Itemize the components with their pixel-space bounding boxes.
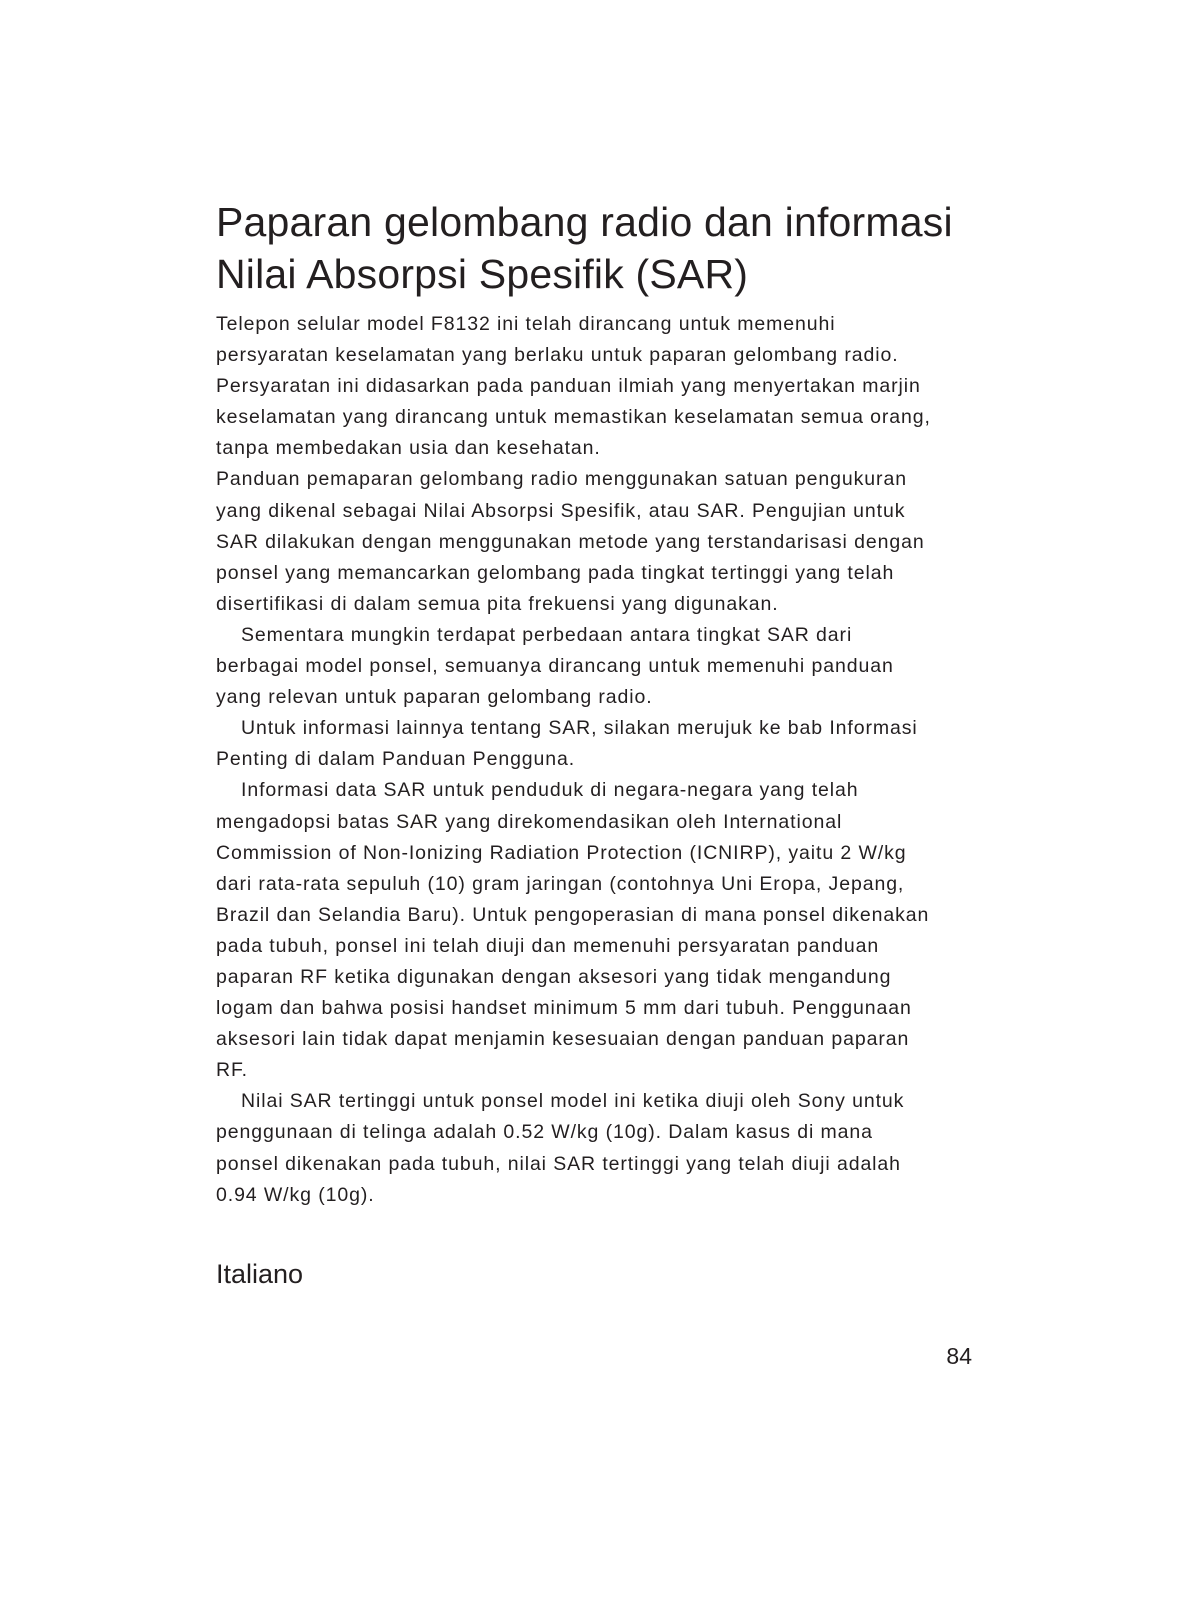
text-line: RF. <box>216 1059 248 1082</box>
text-line: yang dikenal sebagai Nilai Absorpsi Spesifik, atau SAR. Pengujian untuk <box>216 499 906 522</box>
text-line: ponsel yang memancarkan gelombang pada tingkat tertinggi yang telah <box>216 561 895 584</box>
page-title-line-2: Nilai Absorpsi Spesifik (SAR) <box>216 251 749 297</box>
text-line: dari rata-rata sepuluh (10) gram jaringan (contohnya Uni Eropa, Jepang, <box>216 872 905 895</box>
text-line: persyaratan keselamatan yang berlaku untuk paparan gelombang radio. <box>216 344 899 367</box>
text-line: Telepon selular model F8132 ini telah dirancang untuk memenuhi <box>216 313 836 335</box>
text-line: ponsel dikenakan pada tubuh, nilai SAR tertinggi yang telah diuji adalah <box>216 1152 901 1175</box>
text-line: Brazil dan Selandia Baru). Untuk pengoperasian di mana ponsel dikenakan <box>216 903 930 926</box>
text-line: Untuk informasi lainnya tentang SAR, silakan merujuk ke bab Informasi <box>241 717 918 740</box>
text-line: yang relevan untuk paparan gelombang radio. <box>216 686 653 709</box>
text-line: SAR dilakukan dengan menggunakan metode yang terstandarisasi dengan <box>216 530 925 553</box>
text-line: berbagai model ponsel, semuanya dirancang untuk memenuhi panduan <box>216 655 894 678</box>
text-line: Sementara mungkin terdapat perbedaan antara tingkat SAR dari <box>241 623 853 646</box>
text-line: keselamatan yang dirancang untuk memastikan keselamatan semua orang, <box>216 406 931 429</box>
text-line: penggunaan di telinga adalah 0.52 W/kg (10g). Dalam kasus di mana <box>216 1121 873 1144</box>
text-line: paparan RF ketika digunakan dengan aksesori yang tidak mengandung <box>216 965 892 988</box>
page-title-line-1: Paparan gelombang radio dan informasi <box>216 199 953 245</box>
text-line: Commission of Non-Ionizing Radiation Protection (ICNIRP), yaitu 2 W/kg <box>216 841 907 864</box>
text-line: pada tubuh, ponsel ini telah diuji dan memenuhi persyaratan panduan <box>216 934 880 957</box>
paragraph-6 <box>216 1086 996 1210</box>
text-line: Informasi data SAR untuk penduduk di negara-negara yang telah <box>241 779 859 802</box>
page-title <box>216 196 996 300</box>
page-number: 84 <box>946 1343 972 1369</box>
text-line: Nilai SAR tertinggi untuk ponsel model ini ketika diuji oleh Sony untuk <box>241 1090 905 1113</box>
text-line: Penting di dalam Panduan Pengguna. <box>216 748 576 771</box>
text-line: disertifikasi di dalam semua pita frekuensi yang digunakan. <box>216 592 779 615</box>
body-text <box>216 309 996 1211</box>
text-line: Persyaratan ini didasarkan pada panduan ilmiah yang menyertakan marjin <box>216 375 921 398</box>
text-line: logam dan bahwa posisi handset minimum 5 mm dari tubuh. Penggunaan <box>216 997 912 1020</box>
paragraph-3 <box>216 620 996 713</box>
paragraph-5 <box>216 775 996 1086</box>
text-line: aksesori lain tidak dapat menjamin kesesuaian dengan panduan paparan <box>216 1028 910 1051</box>
paragraph-2 <box>216 464 996 619</box>
text-line: Panduan pemaparan gelombang radio menggunakan satuan pengukuran <box>216 468 907 491</box>
text-line: 0.94 W/kg (10g). <box>216 1183 375 1206</box>
text-line: tanpa membedakan usia dan kesehatan. <box>216 437 601 460</box>
text-line: mengadopsi batas SAR yang direkomendasikan oleh International <box>216 810 843 833</box>
section-title-language: Italiano <box>216 1259 304 1289</box>
paragraph-4 <box>216 713 996 775</box>
paragraph-1 <box>216 309 996 464</box>
